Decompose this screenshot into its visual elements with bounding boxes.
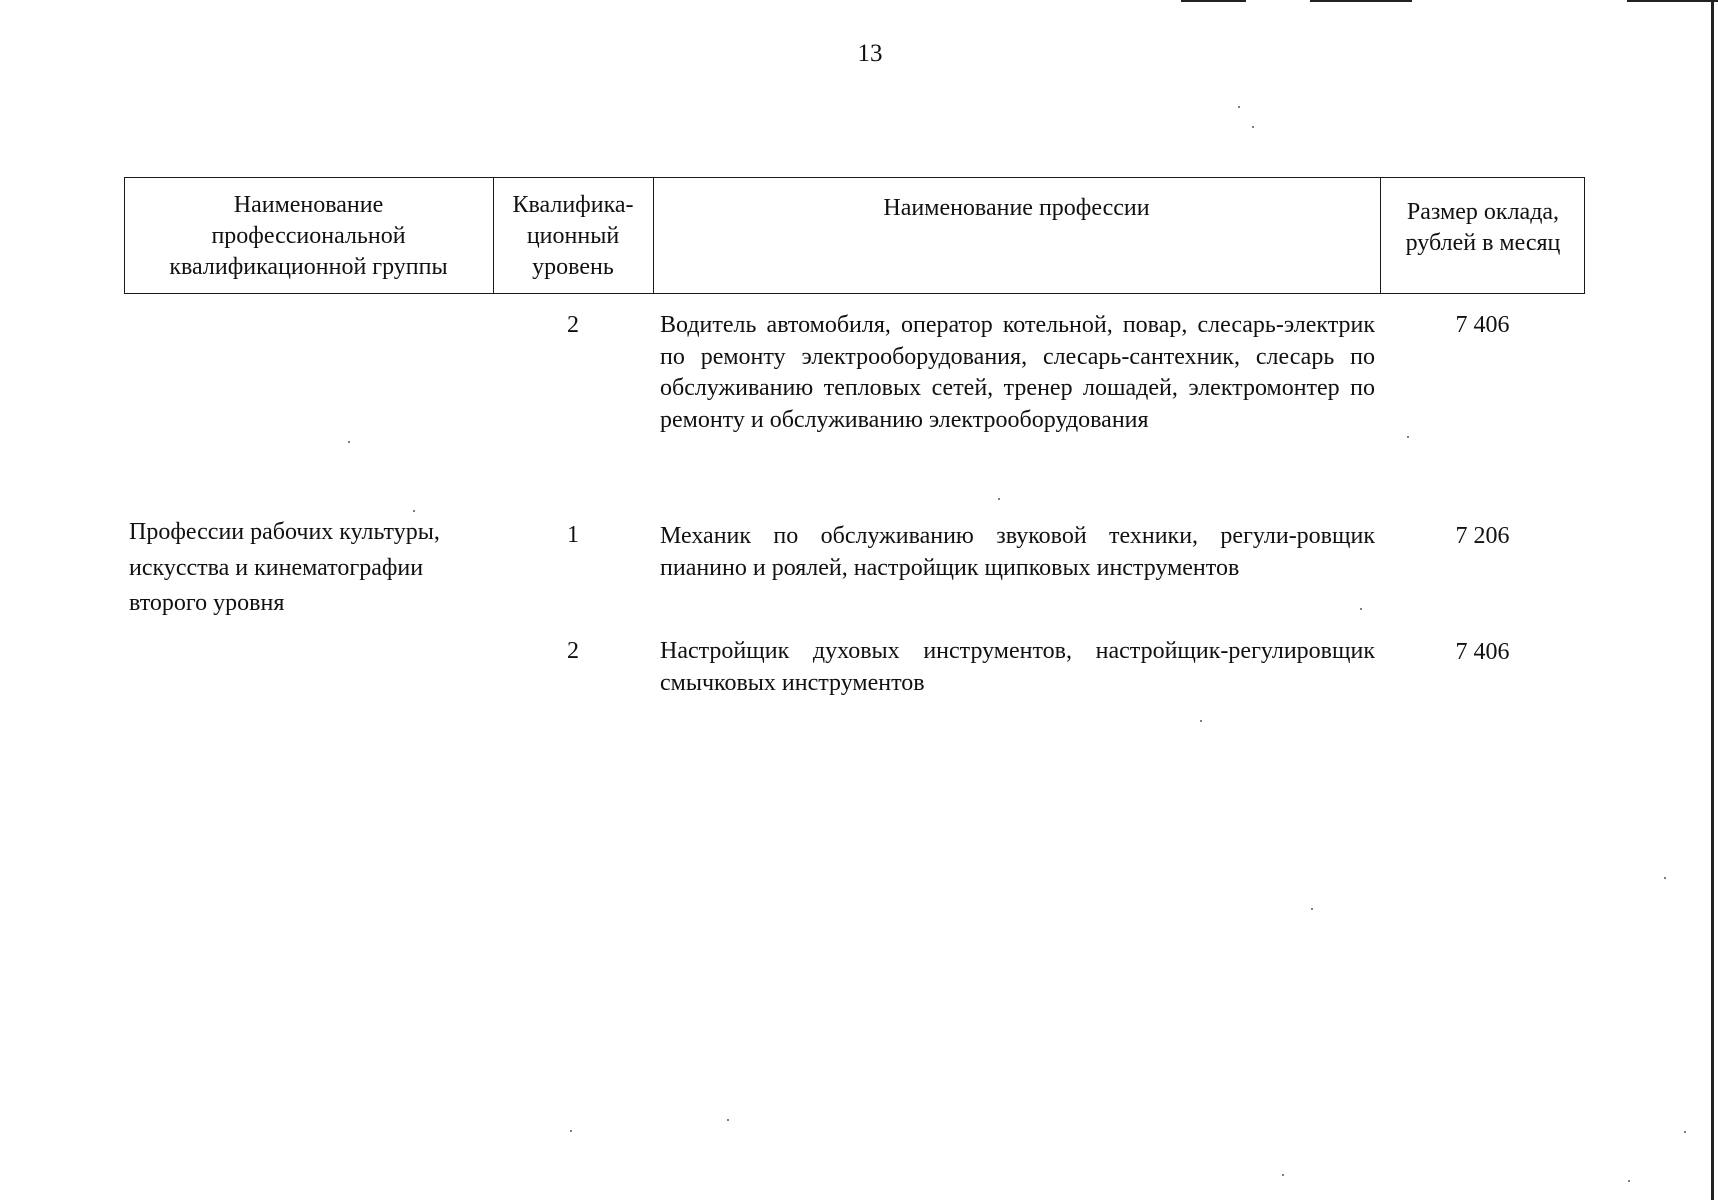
row-level: 1 [567,522,579,548]
row-salary: 7 206 [1455,523,1510,549]
row-profession: Механик по обслуживанию звуковой техники, регули-ровщик пианино и роялей, настройщик щипковых инструментов [660,523,1375,581]
row-level: 2 [567,312,579,338]
scan-border [1711,0,1714,1200]
scan-speck [998,498,1000,500]
scan-speck [1252,126,1254,128]
header-group: Наименование профессиональной квалификационной группы [169,192,448,280]
header-level: Квалифика- ционный уровень [512,192,634,280]
scan-speck [727,1119,729,1121]
scan-mark [1181,0,1246,2]
row-group: Профессии рабочих культуры, искусства и кинематографии второго уровня [129,519,440,616]
scan-speck [1407,436,1409,438]
scan-mark [1310,0,1412,2]
row-salary: 7 406 [1455,312,1510,338]
page-number: 13 [857,40,883,67]
row-salary: 7 406 [1455,639,1510,665]
scan-speck [1360,608,1362,610]
header-profession: Наименование профессии [883,195,1150,221]
scan-speck [570,1130,572,1132]
scan-speck [1684,1131,1686,1133]
header-divider [493,177,494,294]
scan-mark [1627,0,1718,2]
header-salary: Размер оклада, рублей в месяц [1405,199,1561,256]
header-divider [653,177,654,294]
scan-speck [1282,1174,1284,1176]
scan-speck [1238,106,1240,108]
scan-speck [1664,877,1666,879]
scan-speck [1200,720,1202,722]
scan-speck [1311,908,1313,910]
row-level: 2 [567,638,579,664]
scan-speck [1628,1180,1630,1182]
scan-speck [413,510,415,512]
row-profession: Водитель автомобиля, оператор котельной, повар, слесарь-электрик по ремонту электрооборудования, слесарь-сантехник, слесарь по обслуживанию тепловых сетей, тренер лошадей, электромонтер по ремонту и обслуживанию электрооборудования [660,312,1375,433]
header-divider [1380,177,1381,294]
row-profession: Настройщик духовых инструментов, настройщик-регулировщик смычковых инструментов [660,638,1375,696]
scan-speck [348,441,350,443]
